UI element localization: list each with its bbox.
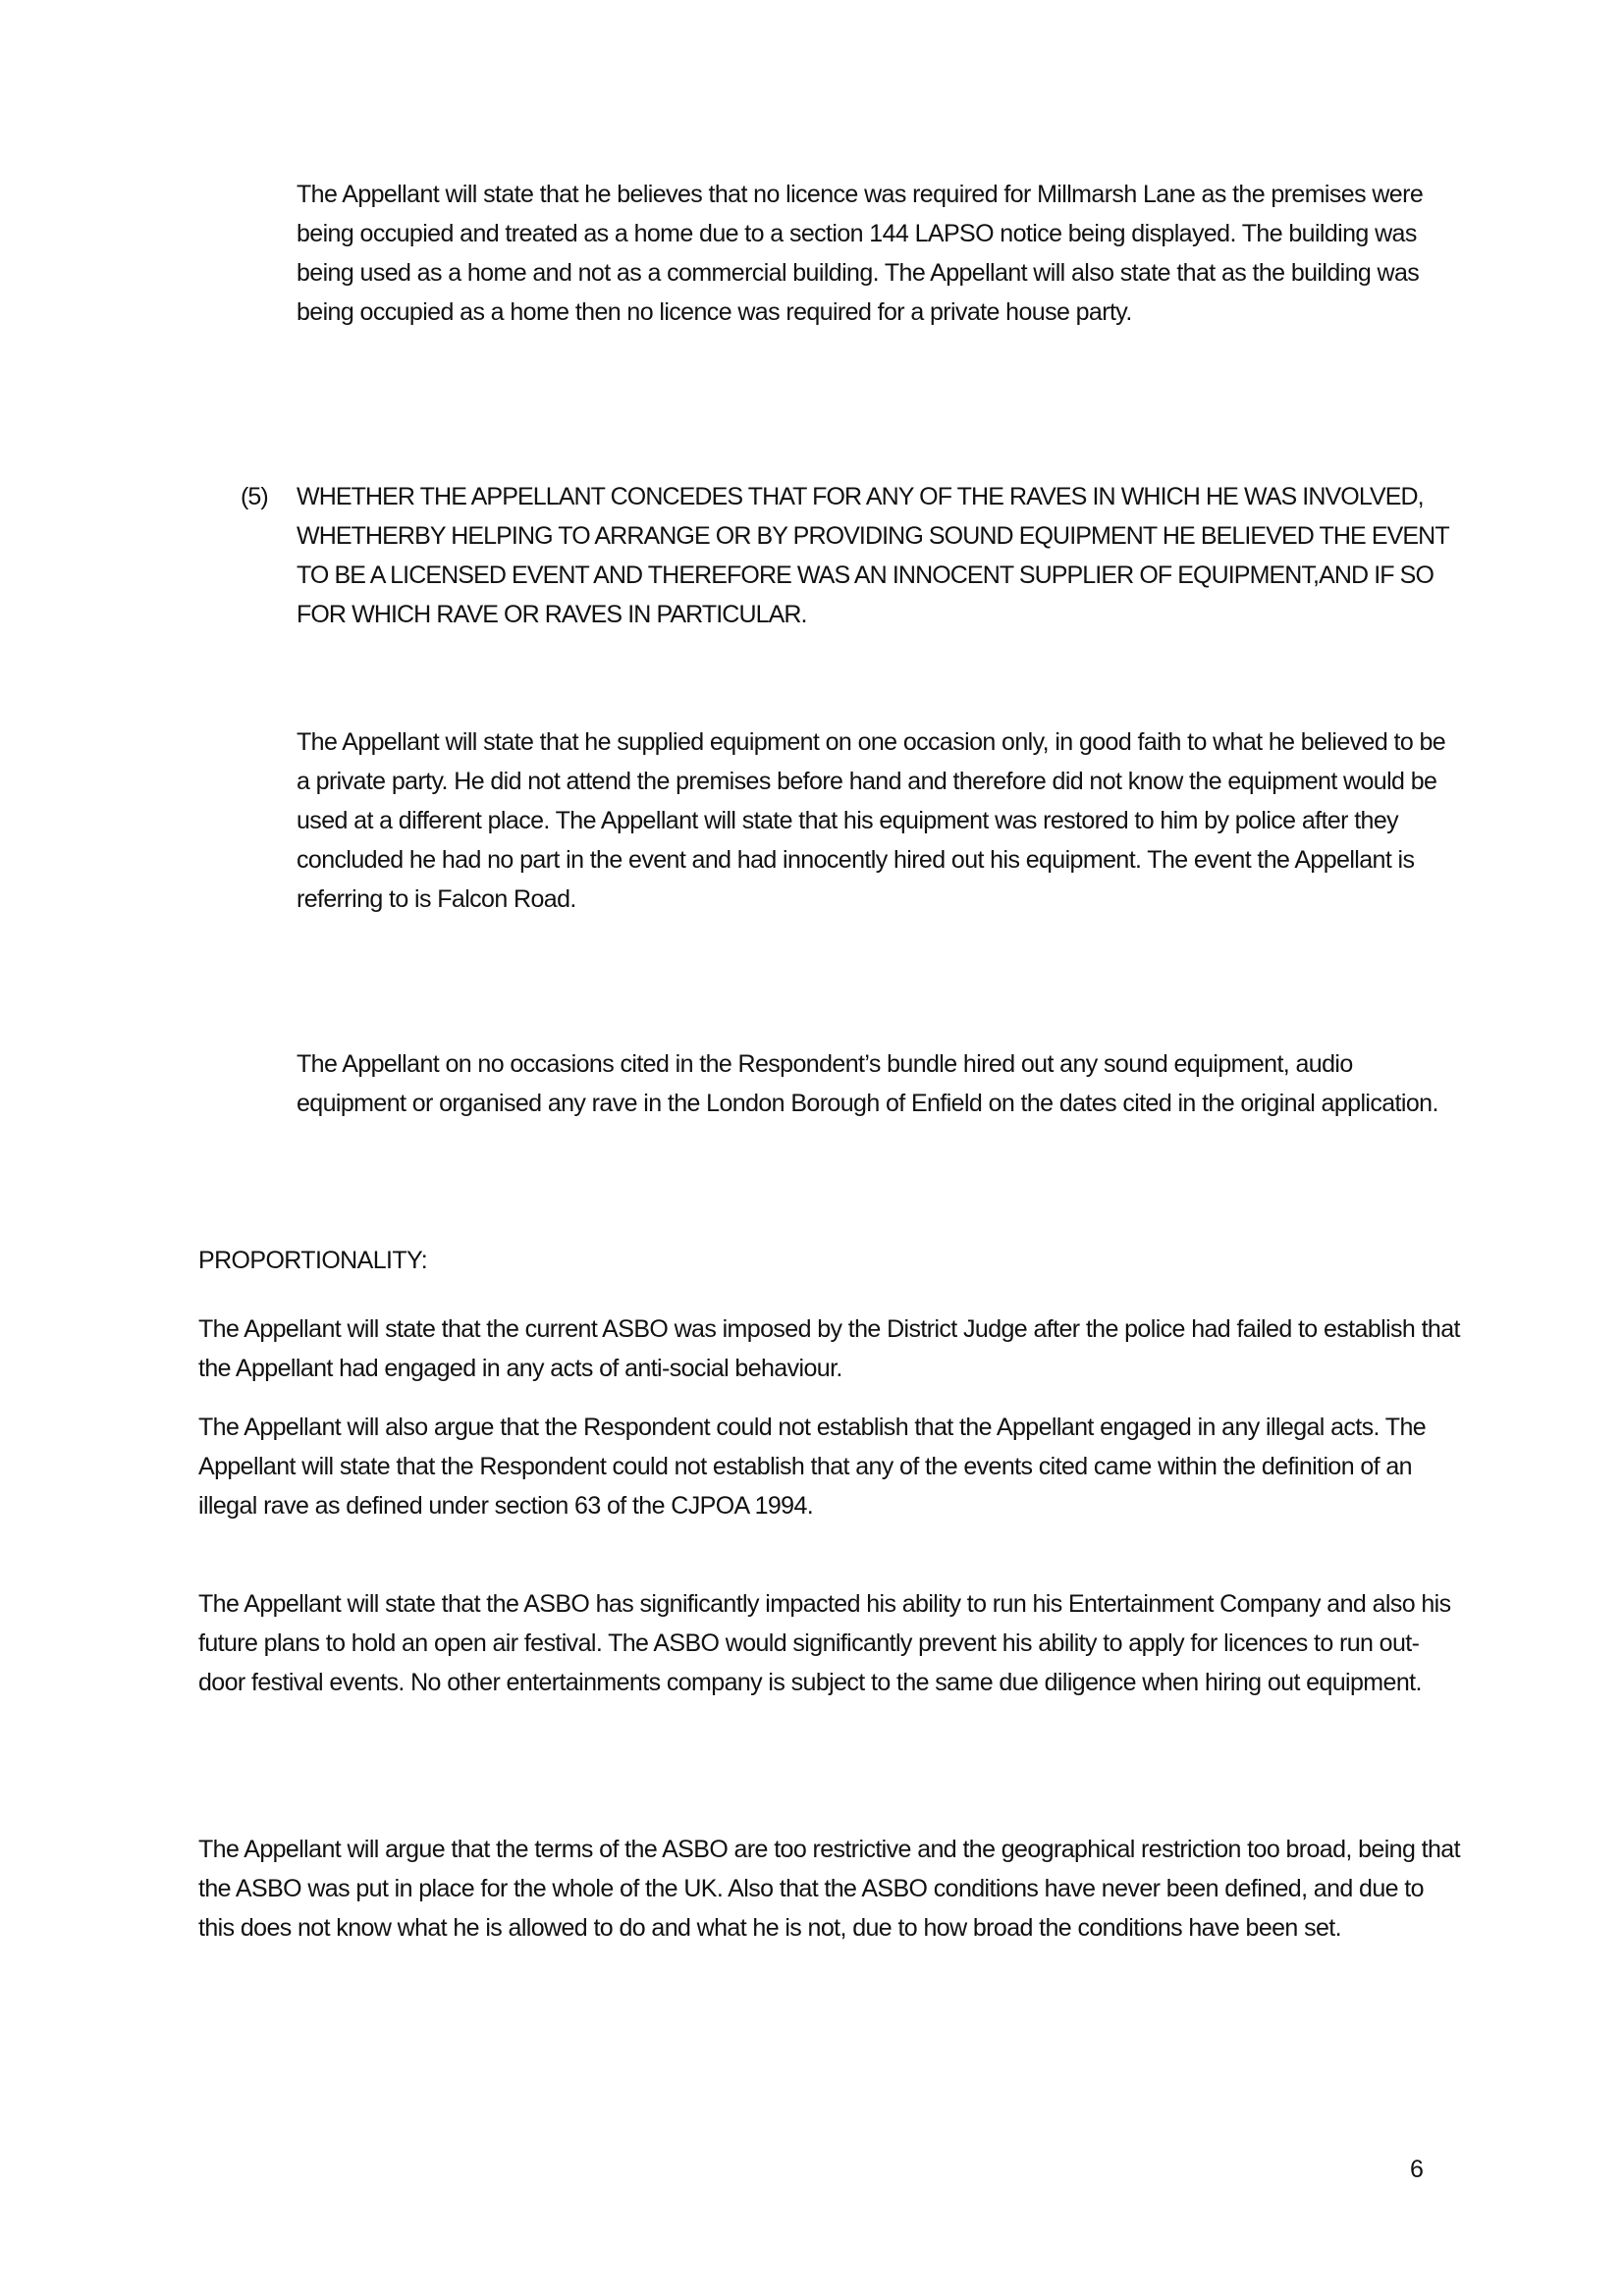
question-number: (5) xyxy=(241,483,268,510)
paragraph-illegal-acts: The Appellant will also argue that the Respondent could not establish that the Appellant engaged in any illegal acts. The Appellant will state that the Respondent could not establish that any of the events cited came within the definition of an illegal rave as defined under section 63 of the CJPOA 1994. xyxy=(198,1414,1427,1520)
question-5 xyxy=(241,477,1458,634)
section-heading-proportionality: PROPORTIONALITY: xyxy=(198,1247,428,1274)
paragraph-business-impact: The Appellant will state that the ASBO has significantly impacted his ability to run his Entertainment Company and also his future plans to hold an open air festival. The ASBO would significantly prevent his ability to apply for licences to run out-door festival events. No other entertainments company is subject to the same due diligence when hiring out equipment. xyxy=(198,1590,1451,1696)
paragraph-supplied-equipment: The Appellant will state that he supplied equipment on one occasion only, in good faith to what he believed to be a private party. He did not attend the premises before hand and therefore did not know the equipment would be used at a different place. The Appellant will state that his equipment was restored to him by police after they concluded he had no part in the event and had innocently hired out his equipment. The event the Appellant is referring to is Falcon Road. xyxy=(297,728,1446,913)
paragraph-no-occasions: The Appellant on no occasions cited in the Respondent’s bundle hired out any sound equipment, audio equipment or organised any rave in the London Borough of Enfield on the dates cited in the original application. xyxy=(297,1050,1438,1117)
paragraph-restrictive-terms: The Appellant will argue that the terms of the ASBO are too restrictive and the geographical restriction too broad, being that the ASBO was put in place for the whole of the UK. Also that the ASBO conditions have never been defined, and due to this does not know what he is allowed to do and what he is not, due to how broad the conditions have been set. xyxy=(198,1836,1460,1942)
question-text: WHETHER THE APPELLANT CONCEDES THAT FOR ANY OF THE RAVES IN WHICH HE WAS INVOLVED, WHETHERBY HELPING TO ARRANGE OR BY PROVIDING SOUND EQUIPMENT HE BELIEVED THE EVENT TO BE A LICENSED EVENT AND THEREFORE WAS AN INNOCENT SUPPLIER OF EQUIPMENT,AND IF SO FOR WHICH RAVE OR RAVES IN PARTICULAR. xyxy=(297,483,1449,628)
paragraph-current-asbo: The Appellant will state that the current ASBO was imposed by the District Judge after the police had failed to establish that the Appellant had engaged in any acts of anti-social behaviour. xyxy=(198,1315,1460,1382)
paragraph-millmarsh-lane: The Appellant will state that he believes that no licence was required for Millmarsh Lane as the premises were being occupied and treated as a home due to a section 144 LAPSO notice being displayed. The building was being used as a home and not as a commercial building. The Appellant will also state that as the building was being occupied as a home then no licence was required for a private house party. xyxy=(297,181,1424,326)
page-number: 6 xyxy=(1410,2156,1424,2183)
